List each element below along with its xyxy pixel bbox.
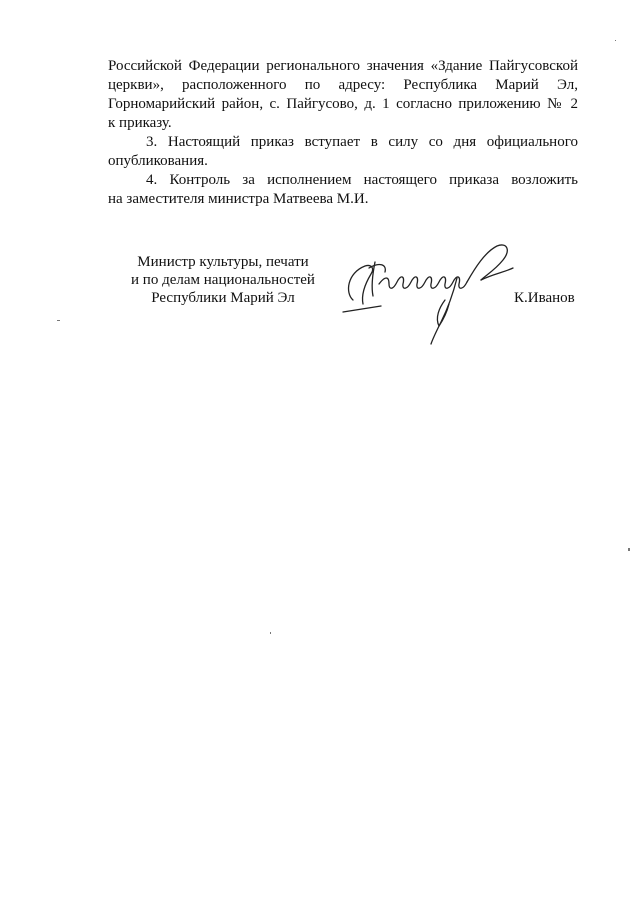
- text-line: Российской Федерации регионального значения «Здание Пайгусовской: [108, 58, 578, 74]
- document-body: [108, 57, 578, 209]
- position-line: и по делам национальностей: [131, 272, 315, 288]
- text-line: к приказу.: [108, 115, 172, 131]
- scan-speck: [57, 320, 60, 321]
- text-line: Горномарийский район, с. Пайгусово, д. 1 согласно приложению № 2: [108, 96, 578, 112]
- signatory-position: [108, 253, 338, 307]
- text-line: опубликования.: [108, 153, 208, 169]
- text-line: 4. Контроль за исполнением настоящего приказа возложить: [146, 172, 578, 188]
- paragraph-4: [108, 171, 578, 209]
- text-line: церкви», расположенного по адресу: Республика Марий Эл,: [108, 77, 578, 93]
- paragraph-3: [108, 133, 578, 171]
- scan-speck: [270, 632, 271, 634]
- position-line: Республики Марий Эл: [151, 290, 295, 306]
- signer-name: К.Иванов: [514, 290, 575, 306]
- handwritten-signature: [335, 238, 525, 348]
- scan-speck: [628, 548, 630, 551]
- text-line: 3. Настоящий приказ вступает в силу со дня официального: [146, 134, 578, 150]
- position-line: Министр культуры, печати: [137, 254, 309, 270]
- scan-speck: [615, 40, 616, 41]
- paragraph-intro: [108, 57, 578, 133]
- text-line: на заместителя министра Матвеева М.И.: [108, 191, 369, 207]
